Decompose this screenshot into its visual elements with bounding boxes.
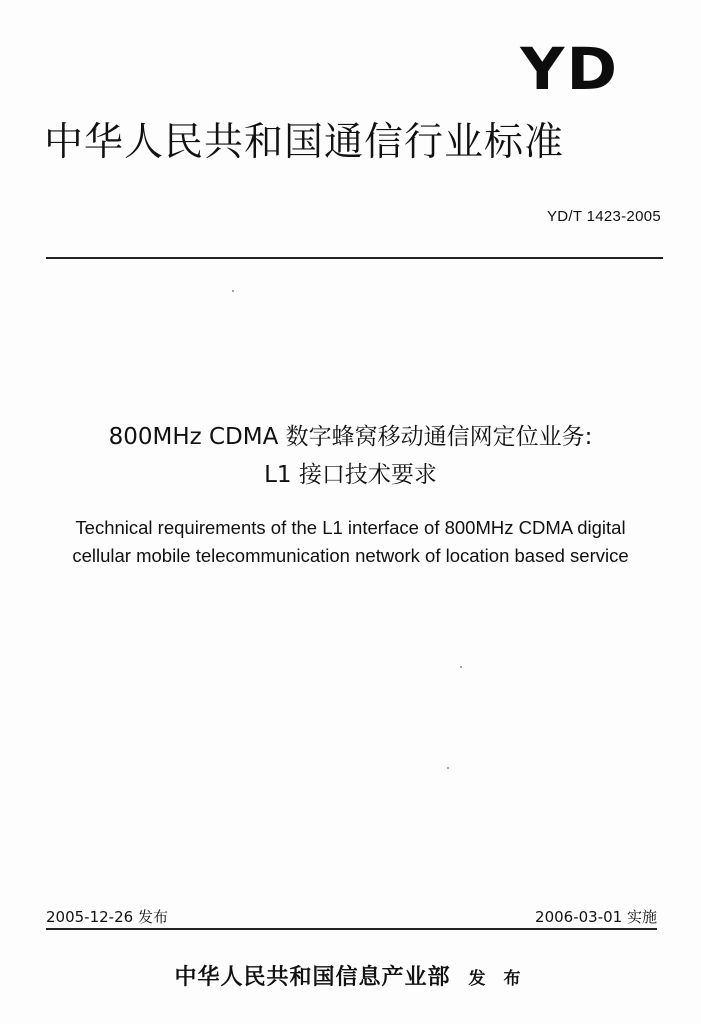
chinese-title-line-2: L1 接口技术要求: [264, 462, 437, 488]
yd-logo: YD: [520, 35, 619, 103]
effective-date: 2006-03-01 实施: [535, 908, 657, 926]
english-title-line-2: cellular mobile telecommunication network of location based service: [72, 545, 629, 566]
issuing-authority: [0, 960, 701, 991]
chinese-title: [0, 418, 701, 494]
scan-speck: [232, 290, 234, 292]
chinese-title-line-1: 800MHz CDMA 数字蜂窝移动通信网定位业务:: [108, 424, 593, 450]
issuer-suffix: 发 布: [468, 969, 527, 989]
bottom-divider: [46, 928, 657, 930]
english-title-line-1: Technical requirements of the L1 interface of 800MHz CDMA digital: [75, 517, 626, 538]
top-divider: [46, 257, 663, 259]
date-row: [46, 906, 657, 927]
issue-date: 2005-12-26 发布: [46, 908, 168, 926]
scan-speck: [460, 666, 462, 668]
issuer-name: 中华人民共和国信息产业部: [174, 964, 451, 990]
standard-category-title: 中华人民共和国通信行业标准: [44, 120, 565, 165]
scan-speck: [447, 767, 449, 769]
standard-number: YD/T 1423-2005: [547, 208, 661, 225]
english-title: [0, 514, 701, 570]
